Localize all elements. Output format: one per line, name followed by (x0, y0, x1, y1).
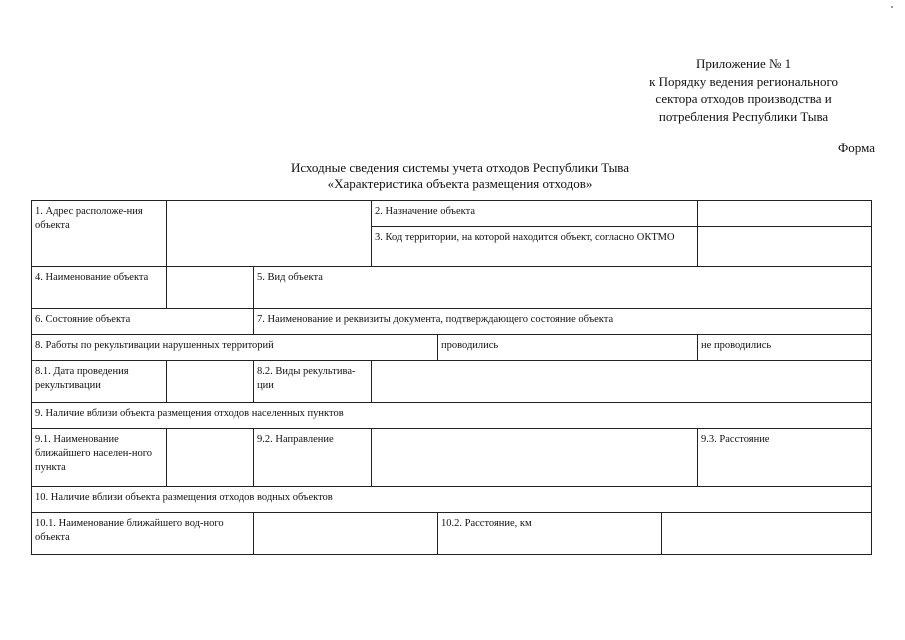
nearest-settlement-label: 9.1. Наименование ближайшего населен-ного пункта (32, 429, 167, 487)
scan-speck (891, 6, 893, 8)
nearest-water-label: 10.1. Наименование ближайшего вод-ного объекта (32, 513, 254, 555)
recultivation-date-field[interactable] (167, 361, 254, 403)
object-characteristics-form (31, 200, 872, 555)
appendix-line: Приложение № 1 (695, 56, 792, 71)
water-distance-label: 10.2. Расстояние, км (438, 513, 662, 555)
recultivation-label: 8. Работы по рекультивации нарушенных территорий (32, 335, 438, 361)
appendix-line: к Порядку ведения регионального (649, 73, 838, 89)
recultivation-kinds-field[interactable] (372, 361, 872, 403)
appendix-header (649, 55, 838, 125)
purpose-field[interactable] (698, 201, 872, 227)
recultivation-date-label: 8.1. Дата проведения рекультивации (32, 361, 167, 403)
state-document-label: 7. Наименование и реквизиты документа, подтверждающего состояние объекта (254, 309, 872, 335)
nearest-water-field[interactable] (254, 513, 438, 555)
recultivation-kinds-label: 8.2. Виды рекультива-ции (254, 361, 372, 403)
territory-code-label: 3. Код территории, на которой находится объект, согласно ОКТМО (372, 227, 698, 267)
direction-label: 9.2. Направление (254, 429, 372, 487)
distance-label: 9.3. Расстояние (698, 429, 872, 487)
territory-code-field[interactable] (698, 227, 872, 267)
recultivation-option-not-done[interactable]: не проводились (698, 335, 872, 361)
title-line: Исходные сведения системы учета отходов Республики Тыва (290, 160, 630, 175)
purpose-label: 2. Назначение объекта (372, 201, 698, 227)
direction-field[interactable] (372, 429, 698, 487)
water-section-label: 10. Наличие вблизи объекта размещения отходов водных объектов (32, 487, 872, 513)
form-label: Форма (838, 140, 875, 155)
object-state-label: 6. Состояние объекта (32, 309, 254, 335)
object-name-field[interactable] (167, 267, 254, 309)
object-name-label: 4. Наименование объекта (32, 267, 167, 309)
object-type-label: 5. Вид объекта (254, 267, 872, 309)
settlements-section-label: 9. Наличие вблизи объекта размещения отходов населенных пунктов (32, 403, 872, 429)
address-field[interactable] (167, 201, 372, 267)
title-line: «Характеристика объекта размещения отходов» (327, 176, 593, 191)
appendix-line: сектора отходов производства и (655, 91, 832, 106)
nearest-settlement-field[interactable] (167, 429, 254, 487)
document-title (160, 160, 760, 192)
water-distance-field[interactable] (662, 513, 872, 555)
recultivation-option-done[interactable]: проводились (438, 335, 698, 361)
address-label: 1. Адрес расположе-ния объекта (32, 201, 167, 267)
appendix-line: потребления Республики Тыва (658, 108, 829, 124)
